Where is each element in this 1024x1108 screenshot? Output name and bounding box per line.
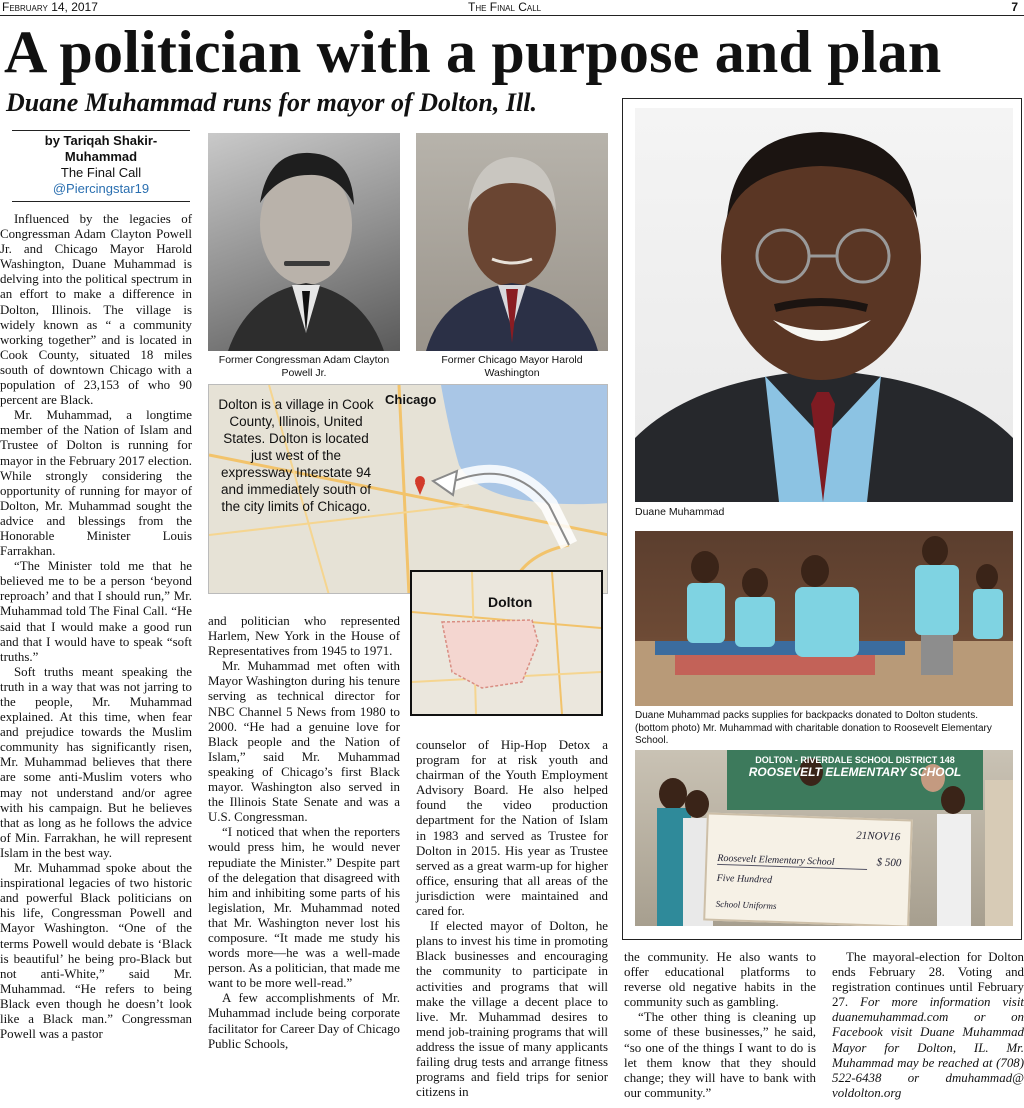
headline: A politician with a purpose and plan (4, 19, 942, 85)
map-label-chicago: Chicago (385, 392, 437, 407)
check-photo (635, 750, 1013, 926)
paragraph (832, 950, 1024, 1101)
big-check (703, 812, 913, 926)
dolton-inset-map (410, 570, 603, 716)
paragraph: If elected mayor of Dolton, he plans to invest his time in promoting Black businesses and encouraging the community to participate in activities and programs that will make the village a decent place to live. Mr. Muhammad desires to mend job-training programs that will address the issue of many applicants failing drug tests and arrange fitness programs and field trips for senior citizens in (416, 919, 608, 1100)
article-column-4 (624, 950, 816, 1101)
article-column-3 (416, 738, 608, 1100)
paragraph: Mr. Muhammad spoke about the inspirational legacies of two historic and powerful Black politicians on his life, Congressman Powell and Mayor Washington. “One of the terms Powell would debate is ‘Black is beautiful’ he being pro-Black but not anti-White,” said Mr. Muhammad. “He refers to being Black even though he doesn’t look like a Black man.” Congressman Powell was a pastor (0, 861, 192, 1042)
article-column-1 (0, 212, 192, 1042)
powell-portrait-icon (208, 133, 400, 351)
check-banner-line1: DOLTON - RIVERDALE SCHOOL DISTRICT 148 (755, 755, 955, 765)
paragraph: and politician who represented Harlem, New York in the House of Representatives from 1945 to 1971. (208, 614, 400, 659)
washington-portrait-icon (416, 133, 608, 351)
check-banner-line2: ROOSEVELT ELEMENTARY SCHOOL (748, 765, 962, 779)
powell-photo (208, 133, 400, 351)
check-amount: $ 500 (876, 856, 902, 870)
paragraph: Soft truths meant speaking the truth in a way that was not jarring to the people, Mr. Muhammad explained. At this time, when fear and prejudice towards the Muslim community has significantly risen, Mr. Muhammad believes that there are some anti-Muslim voters who may not understand and/or agree with his campaign. But he believes that as long as he follows the advice of Min. Farrakhan, he will represent Islam in the best way. (0, 664, 192, 860)
subheadline: Duane Muhammad runs for mayor of Dolton, Ill. (6, 88, 537, 117)
check-amount-words: Five Hundred (716, 872, 773, 886)
paragraph: Mr. Muhammad, a longtime member of the Nation of Islam and Trustee of Dolton is running for mayor in the February 2017 election. While strongly considering the opportunity of running for mayor of Dolton, Mr. Muhammad sought the advice and blessings from the Honorable Minister Louis Farrakhan. (0, 408, 192, 559)
page-header (0, 0, 1024, 16)
duane-portrait-icon (635, 108, 1013, 502)
supplies-photo (635, 531, 1013, 706)
article-column-2 (208, 614, 400, 1052)
paragraph: “The Minister told me that he believed me to be a person ‘beyond reproach’ and that I should run,” Mr. Muhammad told The Final Call. “He said that I would make a good run and that I would have to speak “soft truths.” (0, 559, 192, 664)
check-date: 21NOV16 (856, 829, 901, 844)
check-memo: School Uniforms (715, 898, 777, 911)
washington-caption: Former Chicago Mayor Harold Washington (441, 354, 583, 379)
paragraph: counselor of Hip-Hop Detox a program for at risk youth and chairman of the Youth Employment Advisory Board. He also helped found the video production department for the Nation of Islam in 1983 and served as Trustee for Dolton in 2015. His year as Trustee served as a great warm-up for higher office, ensuring that all areas of the jurisdiction were maintained and cared for. (416, 738, 608, 919)
map-note: Dolton is a village in Cook County, Illinois, United States. Dolton is located just west of the expressway Interstate 94 and immediately south of the city limits of Chicago. (218, 397, 374, 514)
article-column-5 (832, 950, 1024, 1101)
paragraph: “I noticed that when the reporters would press him, he would never repudiate the Minister.” Despite part of the delegation that disagreed with him and inhibiting some parts of his legislation, Mr. Muhammad noted that Mr. Washington never lost his composure. “It made me study his words more—he was a well-made person. As a politician, that made me want to be more well-read.” (208, 825, 400, 991)
check-payee: Roosevelt Elementary School (717, 853, 867, 870)
byline (12, 130, 190, 202)
map-label-dolton: Dolton (488, 594, 533, 610)
byline-outlet: The Final Call (60, 165, 142, 180)
paragraph: Influenced by the legacies of Congressman Adam Clayton Powell Jr. and Chicago Mayor Harold Washington, Duane Muhammad is delving into the political spectrum in an effort to make a difference in Dolton, Illinois. The village is widely known as “ a community working together” and is located in Cook County, situated 18 miles south of downtown Chicago with a population of 23,153 of who 90 percent are Black. (0, 212, 192, 408)
election-note: The mayoral-election for Dolton ends February 28. Voting and registration continues until February 27. (832, 950, 1024, 1010)
supplies-scene-icon (635, 531, 1013, 706)
byline-author: by Tariqah Shakir-Muhammad (44, 133, 158, 164)
paragraph: the community. He also wants to offer educational platforms to reverse old negative habits in the community such as gambling. (624, 950, 816, 1010)
issue-date: February 14, 2017 (2, 0, 98, 14)
paragraph: Mr. Muhammad met often with Mayor Washington during his tenure serving as technical director for NBC Channel 5 News from 1980 to 2000. “He had a genuine love for Black people and the Nation of Islam,” said Mr. Muhammad speaking of Chicago’s first Black mayor. Washington also served in the Illinois State Senate and was a U.S. Congressman. (208, 659, 400, 825)
byline-handle: @Piercingstar19 (52, 181, 150, 196)
paragraph: A few accomplishments of Mr. Muhammad include being corporate facilitator for Career Day of Chicago Public Schools, (208, 991, 400, 1051)
supplies-caption: Duane Muhammad packs supplies for backpacks donated to Dolton students. (bottom photo) Mr. Muhammad with charitable donation to Roosevelt Elementary School. (635, 710, 992, 746)
duane-caption: Duane Muhammad (635, 506, 725, 518)
paragraph: “The other thing is cleaning up some of these businesses,” he said, “so one of the things I want to do is let them know that they should change; they will have to bank with our community.” (624, 1010, 816, 1100)
duane-portrait (635, 108, 1013, 502)
washington-photo (416, 133, 608, 351)
contact-info: For more information visit duanemuhammad.com or on Facebook visit Duane Muhammad Mayor for Dolton, IL. Mr. Muhammad may be reached at (708) 522-6438 or dmuhammad@ voldolton.org (832, 995, 1024, 1100)
paper-name: The Final Call (468, 0, 542, 14)
check-banner (735, 754, 975, 778)
powell-caption: Former Congressman Adam Clayton Powell Jr. (218, 354, 390, 379)
page-number: 7 (1011, 0, 1018, 14)
